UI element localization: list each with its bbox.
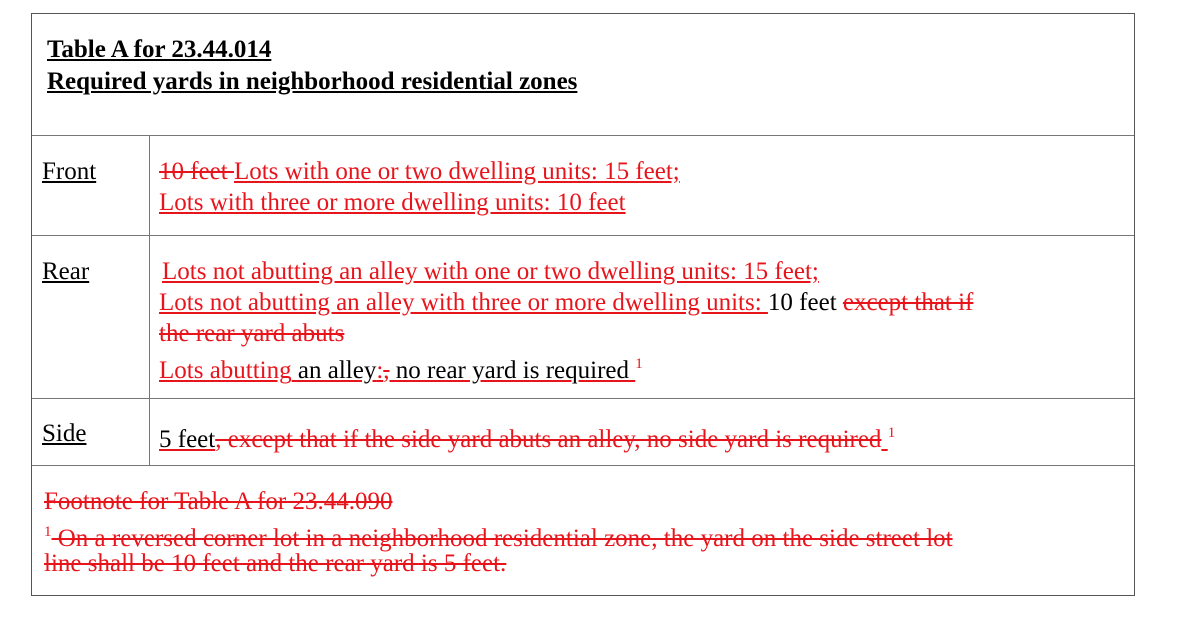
rear-deleted-text-2: except that if: [842, 289, 974, 316]
front-inserted-text-2: Lots with three or more dwelling units: 10 feet: [159, 189, 626, 216]
footnote-text-2: line shall be 10 feet and the rear yard is 5 feet.: [44, 550, 507, 577]
row-label-front: Front: [42, 158, 97, 185]
side-line1: [159, 418, 895, 455]
row-label-rear: Rear: [42, 258, 90, 285]
side-footnote-marker: 1: [887, 425, 896, 441]
footnote-line2: [44, 548, 506, 579]
divider-rear: [32, 398, 1134, 399]
footnote-heading-text: Footnote for Table A for 23.44.090: [44, 488, 393, 515]
divider-side: [32, 465, 1134, 466]
rear-deleted-comma: ,: [383, 357, 390, 384]
footnote-marker: 1: [44, 524, 52, 540]
front-line1: [159, 156, 680, 187]
table-title-line2: Required yards in neighborhood residential zones: [47, 68, 578, 95]
rear-deleted-text-3: the rear yard abuts: [159, 320, 345, 347]
label-column-divider: [149, 135, 150, 465]
footnote-heading: [44, 486, 392, 517]
row-label-side: Side: [42, 420, 87, 447]
rear-line3: [159, 318, 344, 349]
rear-line4: [159, 349, 643, 386]
rear-inserted-colon: :: [376, 357, 384, 384]
rear-inserted-text-4: Lots abutting: [159, 357, 292, 384]
rear-inserted-text-2: Lots not abutting an alley with three or more dwelling units:: [159, 289, 768, 316]
rear-line1: [162, 256, 819, 287]
footnote-text-1: On a reversed corner lot in a neighborhood residential zone, the yard on the side street lot: [51, 525, 953, 552]
side-deleted-text: , except that if the side yard abuts an alley, no side yard is required: [215, 426, 882, 453]
rear-plain-text-4a: an alley: [291, 357, 377, 384]
rear-footnote-marker: 1: [635, 356, 643, 372]
divider-header: [32, 135, 1134, 136]
front-deleted-text: 10 feet: [159, 158, 234, 185]
side-plain-text: 5 feet: [159, 426, 216, 453]
rear-inserted-text-1: Lots not abutting an alley with one or two dwelling units: 15 feet;: [162, 258, 819, 285]
yards-table: [31, 13, 1135, 596]
divider-front: [32, 235, 1134, 236]
rear-line2: [159, 287, 973, 318]
rear-plain-text-2: 10 feet: [767, 289, 843, 316]
front-line2: [159, 187, 626, 218]
front-inserted-text-1: Lots with one or two dwelling units: 15 feet;: [233, 158, 680, 185]
rear-plain-text-4b: no rear yard is required: [389, 357, 630, 384]
table-title-line1: Table A for 23.44.014: [47, 36, 272, 63]
